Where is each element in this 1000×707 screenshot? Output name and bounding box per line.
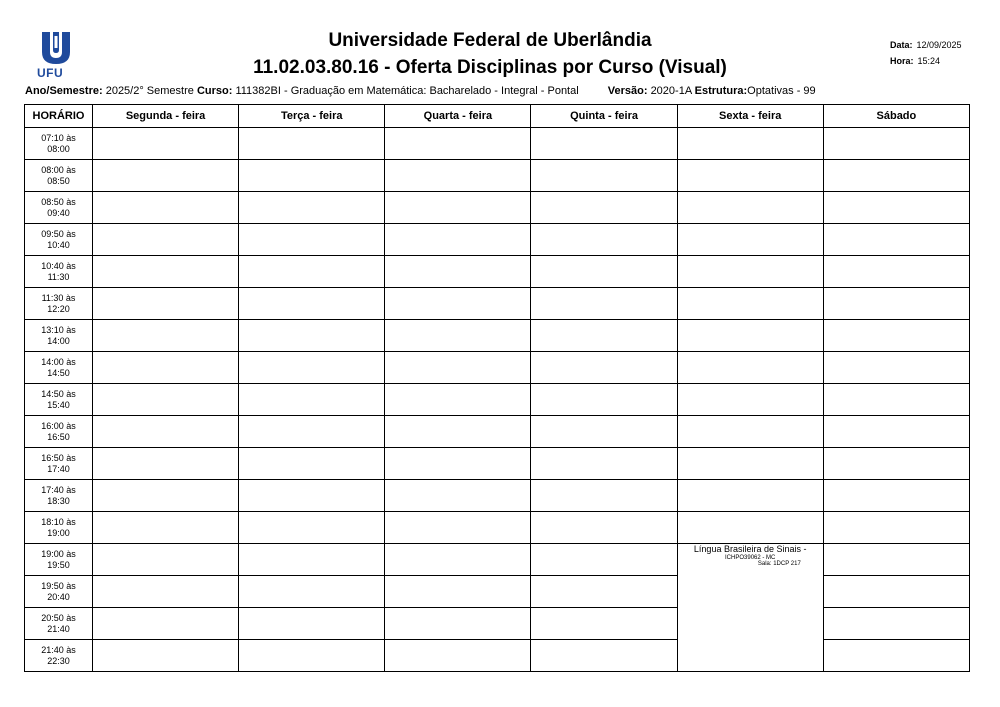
schedule-cell	[93, 192, 239, 224]
schedule-cell	[385, 128, 531, 160]
time-end: 09:40	[47, 207, 70, 218]
schedule-cell	[823, 288, 969, 320]
time-slot	[25, 256, 93, 288]
schedule-cell	[93, 576, 239, 608]
header-sabado: Sábado	[823, 105, 969, 128]
schedule-cell	[239, 320, 385, 352]
time-start: 16:00 às	[41, 420, 76, 431]
time-start: 20:50 às	[41, 612, 76, 623]
schedule-cell	[385, 384, 531, 416]
time-start: 14:50 às	[41, 388, 76, 399]
time-slot	[25, 448, 93, 480]
header-terca: Terça - feira	[239, 105, 385, 128]
schedule-cell	[385, 320, 531, 352]
time-start: 17:40 às	[41, 484, 76, 495]
schedule-cell	[385, 288, 531, 320]
time-start: 13:10 às	[41, 324, 76, 335]
schedule-cell	[823, 544, 969, 576]
time-end: 11:30	[47, 271, 70, 282]
schedule-cell	[823, 128, 969, 160]
schedule-cell	[385, 448, 531, 480]
class-name: Língua Brasileira de Sinais -	[693, 544, 807, 554]
time-end: 21:40	[47, 623, 70, 634]
time-end: 12:20	[47, 303, 70, 314]
time-slot	[25, 352, 93, 384]
table-row	[25, 224, 970, 256]
schedule-cell	[677, 480, 823, 512]
time-slot	[25, 512, 93, 544]
schedule-cell	[531, 448, 677, 480]
time-start: 10:40 às	[41, 260, 76, 271]
schedule-cell	[531, 416, 677, 448]
time-end: 10:40	[47, 239, 70, 250]
curso-value: 111382BI - Graduação em Matemática: Bacharelado - Integral - Pontal	[235, 85, 579, 97]
schedule-cell	[385, 224, 531, 256]
schedule-cell	[239, 608, 385, 640]
table-row	[25, 576, 970, 608]
time-start: 19:50 às	[41, 580, 76, 591]
time-slot	[25, 384, 93, 416]
schedule-cell	[93, 160, 239, 192]
schedule-cell	[531, 352, 677, 384]
schedule-cell	[93, 608, 239, 640]
estrutura-label: Estrutura:	[694, 85, 748, 97]
schedule-cell	[385, 576, 531, 608]
versao-label: Versão:	[607, 85, 648, 97]
schedule-cell	[823, 512, 969, 544]
schedule-cell	[677, 320, 823, 352]
ano-value: 2025/2° Semestre	[105, 85, 194, 97]
time-end: 08:00	[47, 143, 70, 154]
schedule-cell	[93, 128, 239, 160]
schedule-cell	[239, 544, 385, 576]
table-row	[25, 320, 970, 352]
time-start: 14:00 às	[41, 356, 76, 367]
schedule-cell	[531, 544, 677, 576]
schedule-cell	[531, 160, 677, 192]
schedule-body	[25, 128, 970, 672]
schedule-cell	[531, 384, 677, 416]
time-start: 18:10 às	[41, 516, 76, 527]
schedule-cell	[823, 160, 969, 192]
schedule-cell	[239, 448, 385, 480]
time-slot	[25, 544, 93, 576]
time-end: 22:30	[47, 655, 70, 666]
schedule-cell	[823, 192, 969, 224]
time-slot	[25, 288, 93, 320]
schedule-cell	[93, 288, 239, 320]
time-start: 07:10 às	[41, 132, 76, 143]
schedule-cell	[93, 544, 239, 576]
schedule-cell	[823, 224, 969, 256]
course-info-line	[25, 85, 816, 97]
schedule-cell	[93, 256, 239, 288]
schedule-cell	[677, 128, 823, 160]
time-slot	[25, 640, 93, 672]
schedule-cell	[531, 320, 677, 352]
date-label: Data:	[890, 40, 913, 50]
table-row	[25, 256, 970, 288]
time-slot	[25, 608, 93, 640]
schedule-cell	[385, 256, 531, 288]
schedule-cell	[823, 384, 969, 416]
schedule-cell	[531, 480, 677, 512]
schedule-cell	[239, 480, 385, 512]
schedule-cell	[677, 384, 823, 416]
time-start: 08:50 às	[41, 196, 76, 207]
time-end: 19:00	[47, 527, 70, 538]
schedule-cell	[823, 640, 969, 672]
report-time	[890, 56, 940, 66]
table-row	[25, 416, 970, 448]
schedule-cell	[93, 384, 239, 416]
time-end: 20:40	[47, 591, 70, 602]
schedule-cell	[531, 608, 677, 640]
schedule-cell	[677, 416, 823, 448]
schedule-cell	[823, 448, 969, 480]
time-end: 19:50	[47, 559, 70, 570]
schedule-cell	[385, 160, 531, 192]
time-start: 09:50 às	[41, 228, 76, 239]
schedule-cell	[385, 544, 531, 576]
time-end: 14:00	[47, 335, 70, 346]
curso-label: Curso:	[196, 85, 233, 97]
time-slot	[25, 192, 93, 224]
schedule-cell	[239, 576, 385, 608]
header-segunda: Segunda - feira	[93, 105, 239, 128]
schedule-cell	[823, 320, 969, 352]
schedule-cell	[93, 480, 239, 512]
table-row	[25, 192, 970, 224]
schedule-cell	[677, 160, 823, 192]
report-title: 11.02.03.80.16 - Oferta Disciplinas por Curso (Visual)	[253, 57, 727, 78]
time-value: 15:24	[917, 56, 941, 66]
time-slot	[25, 416, 93, 448]
time-slot	[25, 480, 93, 512]
time-start: 11:30 às	[41, 292, 76, 303]
schedule-cell	[823, 480, 969, 512]
schedule-cell	[239, 384, 385, 416]
versao-value: 2020-1A	[650, 85, 692, 97]
table-row	[25, 352, 970, 384]
schedule-table	[24, 104, 970, 672]
time-end: 18:30	[47, 495, 70, 506]
schedule-cell	[239, 288, 385, 320]
table-row	[25, 544, 970, 576]
schedule-cell	[93, 416, 239, 448]
table-row	[25, 448, 970, 480]
schedule-cell	[823, 608, 969, 640]
schedule-cell	[531, 512, 677, 544]
table-row	[25, 160, 970, 192]
schedule-cell	[531, 128, 677, 160]
header-quinta: Quinta - feira	[531, 105, 677, 128]
schedule-cell	[239, 352, 385, 384]
time-start: 19:00 às	[41, 548, 76, 559]
schedule-cell	[677, 192, 823, 224]
schedule-cell	[385, 352, 531, 384]
time-end: 08:50	[47, 175, 70, 186]
schedule-cell	[385, 640, 531, 672]
time-slot	[25, 576, 93, 608]
time-start: 08:00 às	[41, 164, 76, 175]
time-slot	[25, 128, 93, 160]
schedule-cell	[823, 352, 969, 384]
logo-text: UFU	[37, 66, 64, 80]
header-sexta: Sexta - feira	[677, 105, 823, 128]
schedule-cell	[239, 224, 385, 256]
schedule-cell	[823, 256, 969, 288]
time-end: 16:50	[47, 431, 70, 442]
schedule-cell	[531, 288, 677, 320]
schedule-header-row	[25, 105, 970, 128]
schedule-cell	[93, 448, 239, 480]
time-slot	[25, 224, 93, 256]
table-row	[25, 608, 970, 640]
schedule-cell	[93, 640, 239, 672]
date-value: 12/09/2025	[916, 40, 962, 50]
table-row	[25, 640, 970, 672]
schedule-cell	[531, 576, 677, 608]
time-end: 15:40	[47, 399, 70, 410]
schedule-cell	[239, 512, 385, 544]
schedule-cell	[93, 320, 239, 352]
university-title: Universidade Federal de Uberlândia	[328, 30, 652, 51]
schedule-cell	[239, 256, 385, 288]
time-end: 17:40	[47, 463, 70, 474]
schedule-cell	[93, 352, 239, 384]
schedule-cell	[385, 480, 531, 512]
table-row	[25, 512, 970, 544]
time-label: Hora:	[890, 56, 914, 66]
class-room: Sala: 1DCP 217	[757, 561, 801, 567]
schedule-cell	[531, 224, 677, 256]
class-block[interactable]	[677, 544, 823, 672]
schedule-cell	[385, 608, 531, 640]
schedule-cell	[93, 224, 239, 256]
schedule-cell	[239, 416, 385, 448]
table-row	[25, 384, 970, 416]
time-slot	[25, 320, 93, 352]
time-start: 16:50 às	[41, 452, 76, 463]
schedule-cell	[239, 640, 385, 672]
estrutura-value: Optativas - 99	[747, 85, 816, 97]
schedule-cell	[239, 128, 385, 160]
schedule-cell	[385, 512, 531, 544]
time-end: 14:50	[47, 367, 70, 378]
schedule-cell	[385, 192, 531, 224]
ano-label: Ano/Semestre:	[25, 85, 103, 97]
table-row	[25, 480, 970, 512]
schedule-cell	[531, 256, 677, 288]
schedule-cell	[239, 160, 385, 192]
schedule-cell	[531, 640, 677, 672]
schedule-cell	[93, 512, 239, 544]
schedule-cell	[677, 352, 823, 384]
header-horario: HORÁRIO	[25, 105, 93, 128]
schedule-cell	[677, 288, 823, 320]
schedule-cell	[385, 416, 531, 448]
class-code: ICHPO39062 - MC	[725, 555, 776, 561]
schedule-cell	[823, 416, 969, 448]
time-slot	[25, 160, 93, 192]
schedule-cell	[677, 448, 823, 480]
schedule-cell	[531, 192, 677, 224]
schedule-cell	[677, 512, 823, 544]
schedule-cell	[677, 224, 823, 256]
table-row	[25, 128, 970, 160]
schedule-cell	[677, 256, 823, 288]
table-row	[25, 288, 970, 320]
schedule-cell	[239, 192, 385, 224]
time-start: 21:40 às	[41, 644, 76, 655]
header-quarta: Quarta - feira	[385, 105, 531, 128]
report-date	[890, 40, 962, 50]
schedule-cell	[823, 576, 969, 608]
